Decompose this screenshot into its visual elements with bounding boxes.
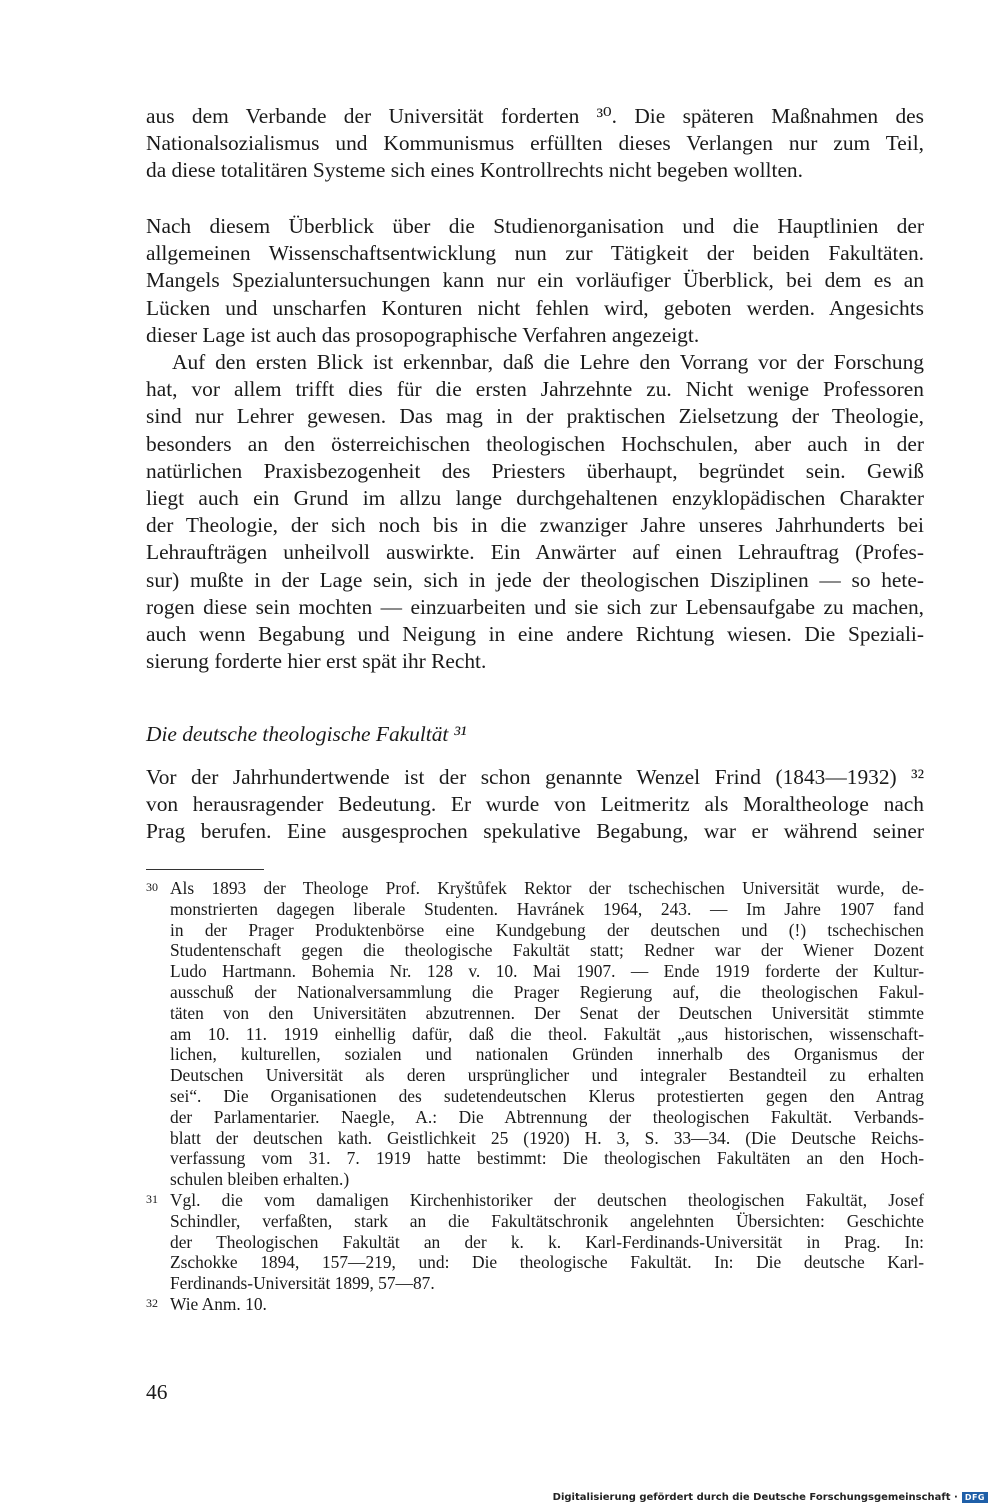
footnote-line: am 10. 11. 1919 einhellig dafür, daß die theol. Fakultät „aus historischen, wissenschaft- (170, 1023, 924, 1044)
text-line: Prag berufen. Eine ausgesprochen spekulative Begabung, war er während seiner (146, 819, 924, 844)
text-line: hat, vor allem trifft dies für die ersten Jahrzehnte zu. Nicht wenige Professoren (146, 377, 924, 402)
footnote-line: Studentenschaft gegen die theologische Fakultät statt; Redner war der Wiener Dozent (170, 940, 924, 961)
footnote-line: Ludo Hartmann. Bohemia Nr. 128 v. 10. Mai 1907. — Ende 1919 forderte der Kultur- (170, 961, 924, 982)
footnote-31 (146, 1190, 924, 1294)
footnote-line: der Theologischen Fakultät an der k. k. Karl-Ferdinands-Universität in Prag. In: (170, 1231, 924, 1252)
text-line: sind nur Lehrer gewesen. Das mag in der praktischen Zielsetzung der Theologie, (146, 404, 924, 429)
footnotes (146, 878, 924, 1315)
footnote-number: 30 (146, 880, 158, 894)
footnote-line: der Parlamentarier. Naegle, A.: Die Abtrennung der theologischen Fakultät. Verbands- (170, 1106, 924, 1127)
text-line: von herausragender Bedeutung. Er wurde von Leitmeritz als Moraltheologe nach (146, 792, 924, 817)
text-line: auch wenn Begabung und Neigung in eine andere Richtung wiesen. Die Speziali- (146, 622, 924, 647)
footnote-line: Vgl. die vom damaligen Kirchenhistoriker der deutschen theologischen Fakultät, Josef (170, 1189, 924, 1210)
text-line: rogen diese sein mochten — einzuarbeiten und sie sich zur Lebensaufgabe zu machen, (146, 594, 924, 619)
text-line: Lücken und unscharfen Konturen nicht fehlen wird, geboten werden. Angesichts (146, 295, 924, 320)
text-line: Vor der Jahrhundertwende ist der schon genannte Wenzel Frind (1843—1932) ³² (146, 765, 924, 789)
text-line: dieser Lage ist auch das prosopographische Verfahren angezeigt. (146, 322, 700, 347)
paragraph-1 (146, 103, 924, 185)
footnote-line: verfassung vom 31. 7. 1919 hatte bestimmt: Die theologischen Fakultäten an den Hoch- (170, 1148, 924, 1169)
footnote-line: täten von den Universitäten abzutrennen. Der Senat der Deutschen Universität stimmte (170, 1002, 924, 1023)
footnote-line: Als 1893 der Theologe Prof. Kryštůfek Rektor der tschechischen Universität wurde, de- (170, 878, 924, 898)
footnote-line: Zschokke 1894, 157—219, und: Die theologische Fakultät. In: Die deutsche Karl- (170, 1252, 924, 1273)
text-line: natürlichen Praxisbezogenheit des Priesters überhaupt, begründet sein. Gewiß (146, 458, 924, 483)
footnote-line: Schindler, verfaßten, stark an die Fakultätschronik angelehnten Übersichten: Geschichte (170, 1210, 924, 1231)
footnote-number: 32 (146, 1295, 158, 1310)
paragraph-4 (146, 764, 924, 846)
footnote-32 (146, 1294, 924, 1315)
credit-text: Digitalisierung gefördert durch die Deutsche Forschungsgemeinschaft · (552, 1492, 958, 1503)
footnote-line: blatt der deutschen kath. Geistlichkeit 25 (1920) H. 3, S. 33—34. (Die Deutsche Reichs- (170, 1127, 924, 1148)
dfg-logo: DFG (962, 1492, 988, 1503)
paragraph-2 (146, 213, 924, 349)
text-line: Nach diesem Überblick über die Studienorganisation und die Hauptlinien der (146, 214, 924, 238)
footnote-number: 31 (146, 1191, 158, 1206)
footnote-30 (146, 878, 924, 1190)
text-line: aus dem Verbande der Universität forderten ³⁰. Die späteren Maßnahmen des (146, 104, 924, 128)
text-line: sur) mußte in der Lage sein, sich in jede der theologischen Disziplinen — so hete- (146, 567, 924, 592)
section-heading: Die deutsche theologische Fakultät ³¹ (146, 722, 467, 746)
footnote-line: ausschuß der Nationalversammlung die Prager Regierung auf, die theologischen Fakul- (170, 981, 924, 1002)
footnote-divider (146, 869, 264, 870)
footnote-line: lichen, kulturellen, sozialen und nationalen Gründen innerhalb des Organismus der (170, 1044, 924, 1065)
footnote-line: sei“. Die Organisationen des sudetendeutschen Klerus protestierten gegen den Antrag (170, 1085, 924, 1106)
text-line: Auf den ersten Blick ist erkennbar, daß die Lehre den Vorrang vor der Forschung (172, 350, 924, 374)
text-line: Mangels Spezialuntersuchungen kann nur ein vorläufiger Überblick, bei dem es an (146, 268, 924, 293)
footnote-line: monstrierten dagegen liberale Studenten. Havránek 1964, 243. — Im Jahre 1907 fand (170, 898, 924, 919)
text-line: Lehraufträgen unheilvoll auswirkte. Ein Anwärter auf einen Lehrauftrag (Profes- (146, 540, 924, 565)
digitization-credit (553, 1492, 988, 1503)
footnote-line: schulen bleiben erhalten.) (170, 1169, 350, 1190)
footnote-line: Wie Anm. 10. (170, 1293, 267, 1314)
text-line: da diese totalitären Systeme sich eines Kontrollrechts nicht begeben wollten. (146, 158, 803, 183)
text-line: besonders an den österreichischen theologischen Hochschulen, aber auch in der (146, 431, 924, 456)
footnote-line: Ferdinands-Universität 1899, 57—87. (170, 1273, 435, 1294)
text-line: liegt auch ein Grund im allzu lange durchgehaltenen enzyklopädischen Charakter (146, 486, 924, 511)
page-number: 46 (146, 1380, 168, 1404)
text-line: der Theologie, der sich noch bis in die zwanziger Jahre unseres Jahrhunderts bei (146, 513, 924, 538)
text-line: sierung forderte hier erst spät ihr Recht. (146, 649, 487, 674)
footnote-line: in der Prager Produktenbörse eine Kundgebung der deutschen und (!) tschechischen (170, 919, 924, 940)
footnote-line: Deutschen Universität als deren ursprünglicher und integraler Bestandteil zu erhalten (170, 1065, 924, 1086)
text-line: Nationalsozialismus und Kommunismus erfüllten dieses Verlangen nur zum Teil, (146, 131, 924, 156)
text-line: allgemeinen Wissenschaftsentwicklung nun zur Tätigkeit der beiden Fakultäten. (146, 241, 924, 266)
paragraph-3 (146, 349, 924, 675)
